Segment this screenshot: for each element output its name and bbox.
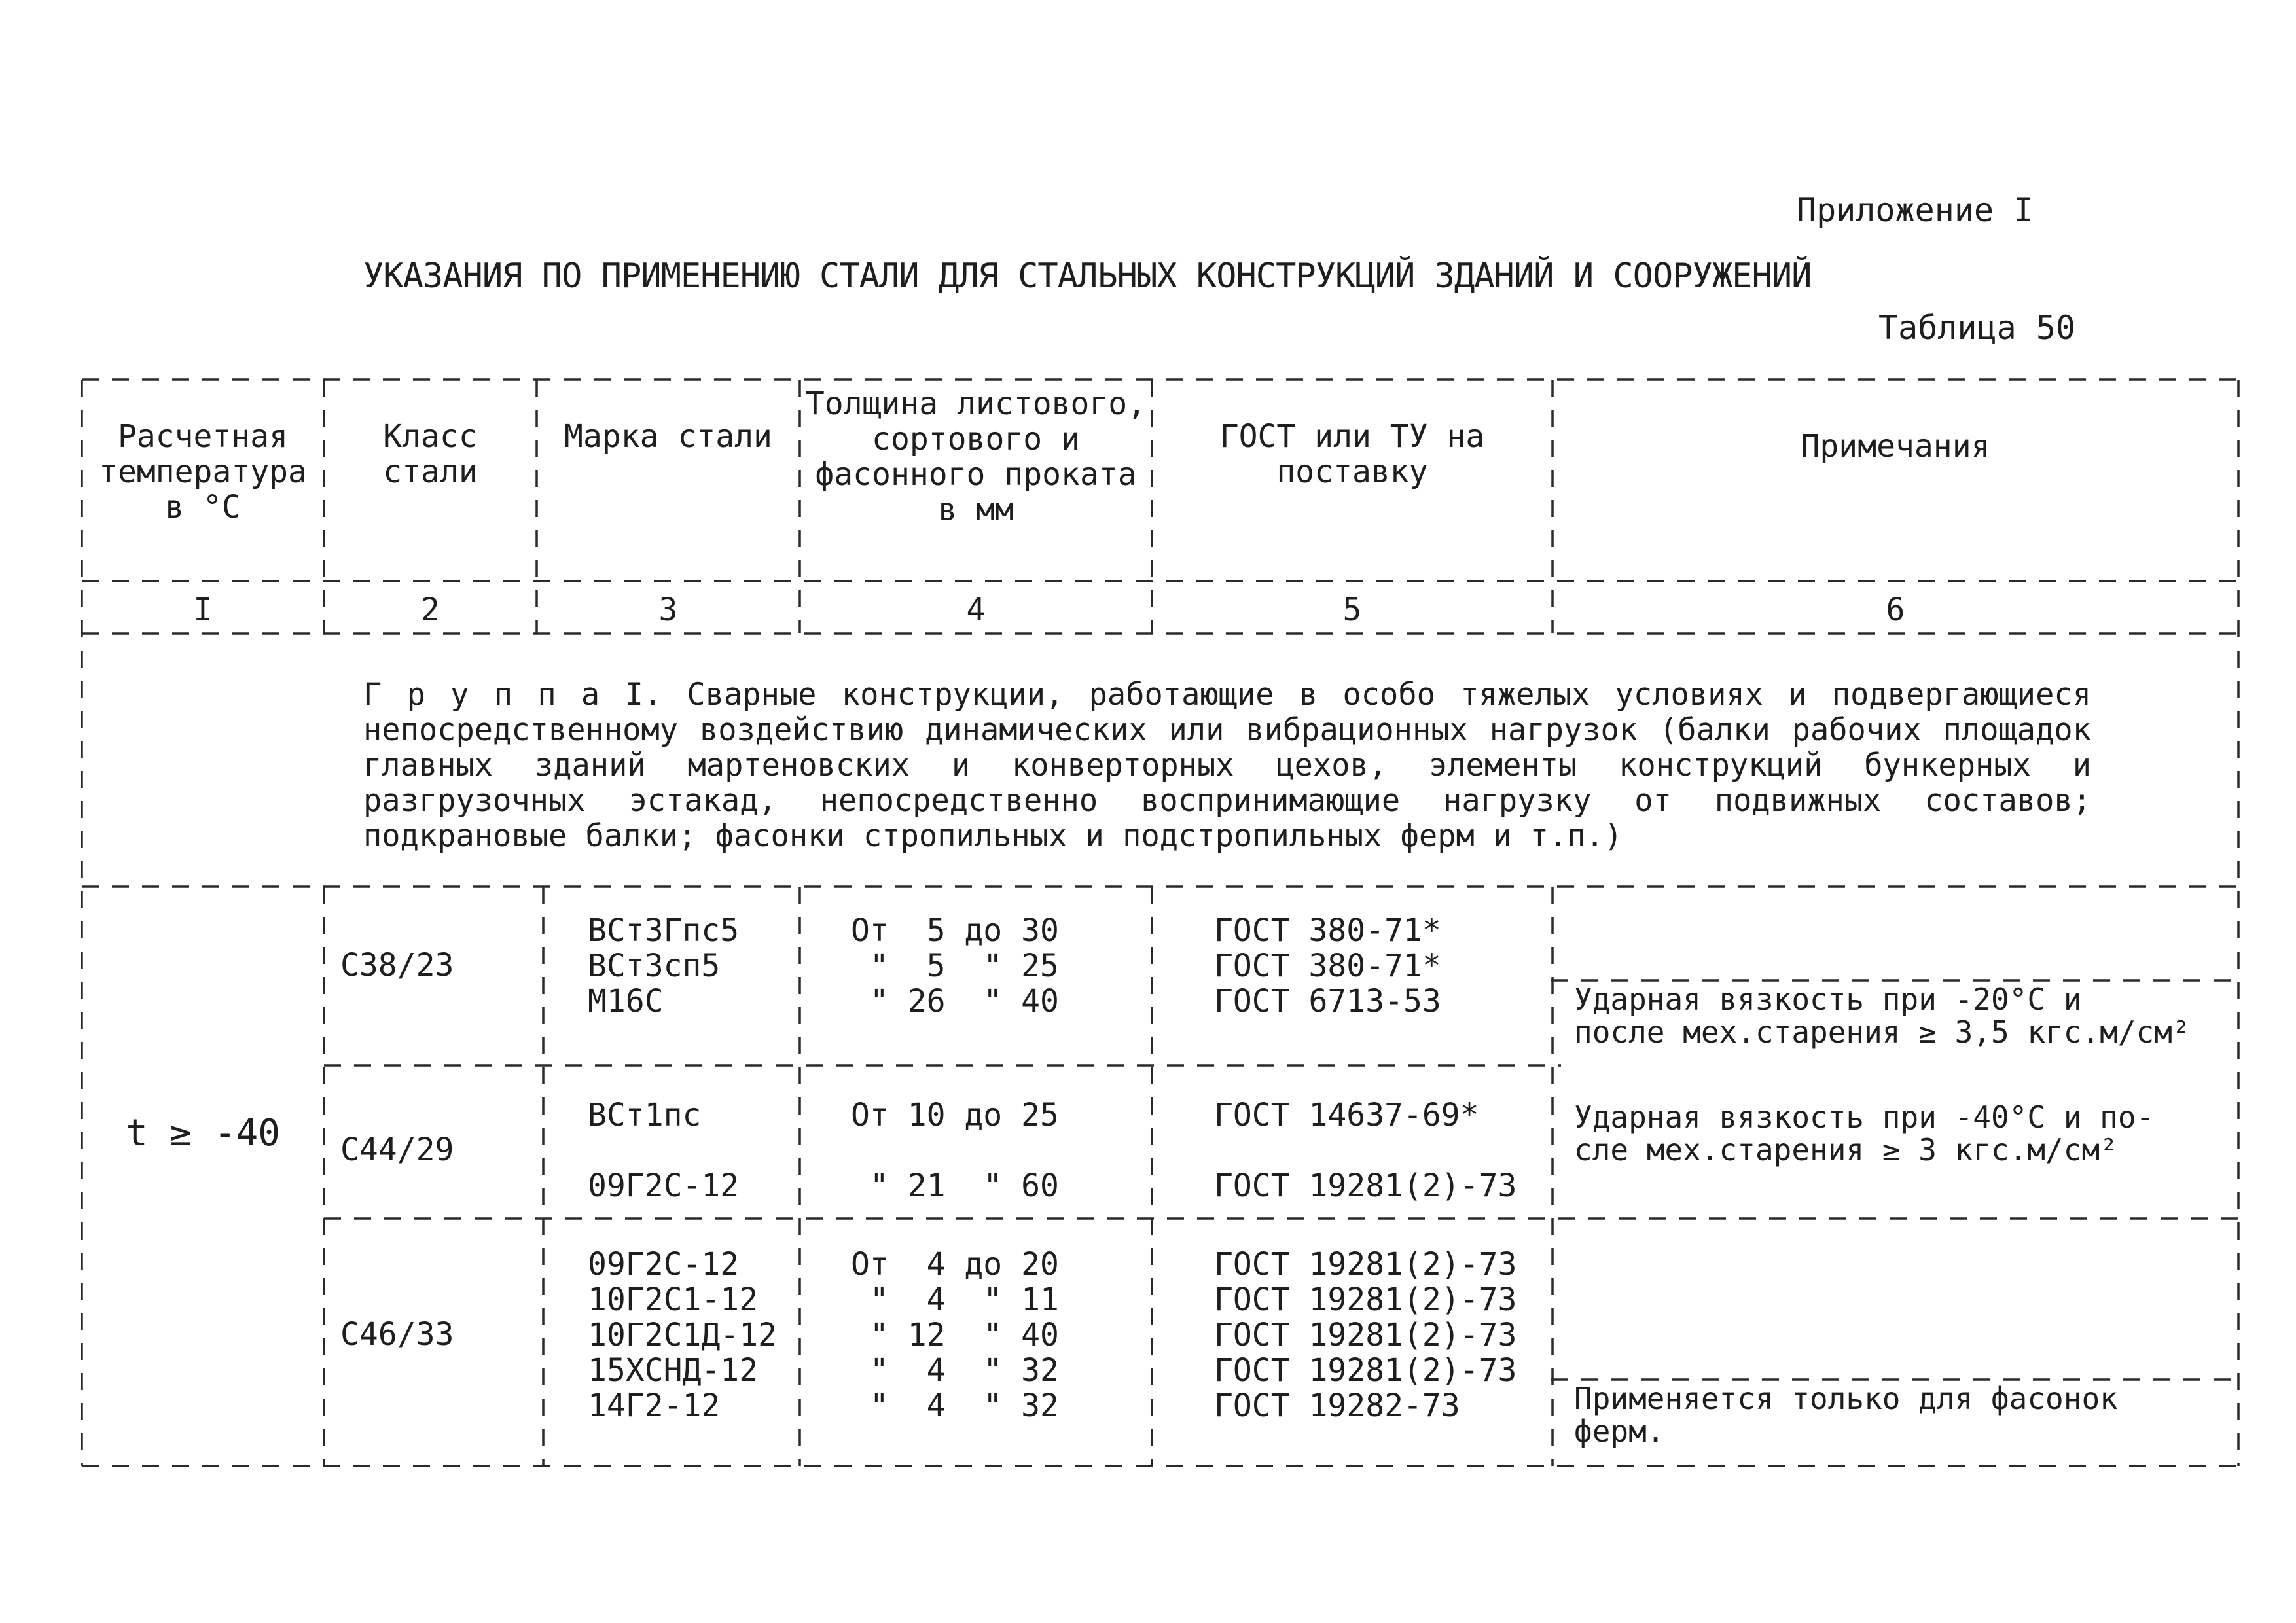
- header-steel-class: Класс стали: [383, 418, 478, 490]
- note-row-3: Применяется только для фасонок ферм.: [1574, 1381, 2118, 1449]
- document-title: УКАЗАНИЯ ПО ПРИМЕНЕНИЮ СТАЛИ ДЛЯ СТАЛЬНЫХ КОНСТРУКЦИЙ ЗДАНИЙ И СООРУЖЕНИЙ: [363, 257, 1812, 296]
- column-number-1: I: [193, 592, 213, 628]
- column-number-4: 4: [966, 592, 986, 628]
- column-number-6: 6: [1886, 592, 1905, 628]
- steel-grades-row-1: ВСт3Гпс5 ВСт3сп5 М16С: [588, 912, 740, 1020]
- gost-row-3: ГОСТ 19281(2)-73 ГОСТ 19281(2)-73 ГОСТ 19281(2)-73 ГОСТ 19281(2)-73 ГОСТ 19282-73: [1214, 1246, 1517, 1424]
- thickness-row-2: От 10 до 25 " 21 " 60: [851, 1097, 1059, 1204]
- steel-grades-row-3: 09Г2С-12 10Г2С1-12 10Г2С1Д-12 15ХСНД-12 14Г2-12: [588, 1246, 777, 1424]
- thickness-row-1: От 5 до 30 " 5 " 25 " 26 " 40: [851, 912, 1059, 1020]
- group-description: Г р у п п а I. Сварные конструкции, работающие в особо тяжелых условиях и подвергающиеся непосредственному воздействию динамических или вибрационных нагрузок (балки рабочих площадок главных зданий мартеновских и конверторных цехов, элементы конструкций бункерных и разгрузочных эстакад, непосредственно воспринимающие нагрузку от подвижных составов; подкрановые балки; фасонки стропильных и подстропильных ферм и т.п.): [363, 677, 2091, 854]
- thickness-row-3: От 4 до 20 " 4 " 11 " 12 " 40 " 4 " 32 " 4 " 32: [851, 1246, 1059, 1424]
- steel-class-c46-33: С46/33: [340, 1316, 454, 1353]
- gost-row-1: ГОСТ 380-71* ГОСТ 380-71* ГОСТ 6713-53: [1214, 912, 1441, 1020]
- header-notes: Примечания: [1801, 428, 1990, 465]
- column-number-3: 3: [658, 592, 678, 628]
- header-thickness: Толщина листового, сортового и фасонного проката в мм: [805, 385, 1147, 528]
- column-number-2: 2: [421, 592, 440, 628]
- note-row-2: Ударная вязкость при -40°С и по- сле мех.старения ≥ 3 кгс.м/см²: [1574, 1099, 2155, 1168]
- appendix-label: Приложение I: [1797, 191, 2034, 229]
- header-temperature: Расчетная температура в °С: [99, 418, 307, 526]
- table-number: Таблица 50: [1878, 309, 2076, 347]
- column-number-5: 5: [1342, 592, 1362, 628]
- steel-class-c44-29: С44/29: [340, 1132, 454, 1168]
- gost-row-2: ГОСТ 14637-69* ГОСТ 19281(2)-73: [1214, 1097, 1517, 1204]
- steel-grades-row-2: ВСт1пс 09Г2С-12: [588, 1097, 740, 1204]
- temperature-value: t ≥ -40: [125, 1112, 280, 1154]
- steel-class-c38-23: С38/23: [340, 947, 454, 984]
- header-steel-grade: Марка стали: [564, 418, 772, 455]
- header-gost: ГОСТ или ТУ на поставку: [1219, 418, 1485, 490]
- note-row-1: Ударная вязкость при -20°С и после мех.старения ≥ 3,5 кгс.м/см²: [1574, 982, 2191, 1050]
